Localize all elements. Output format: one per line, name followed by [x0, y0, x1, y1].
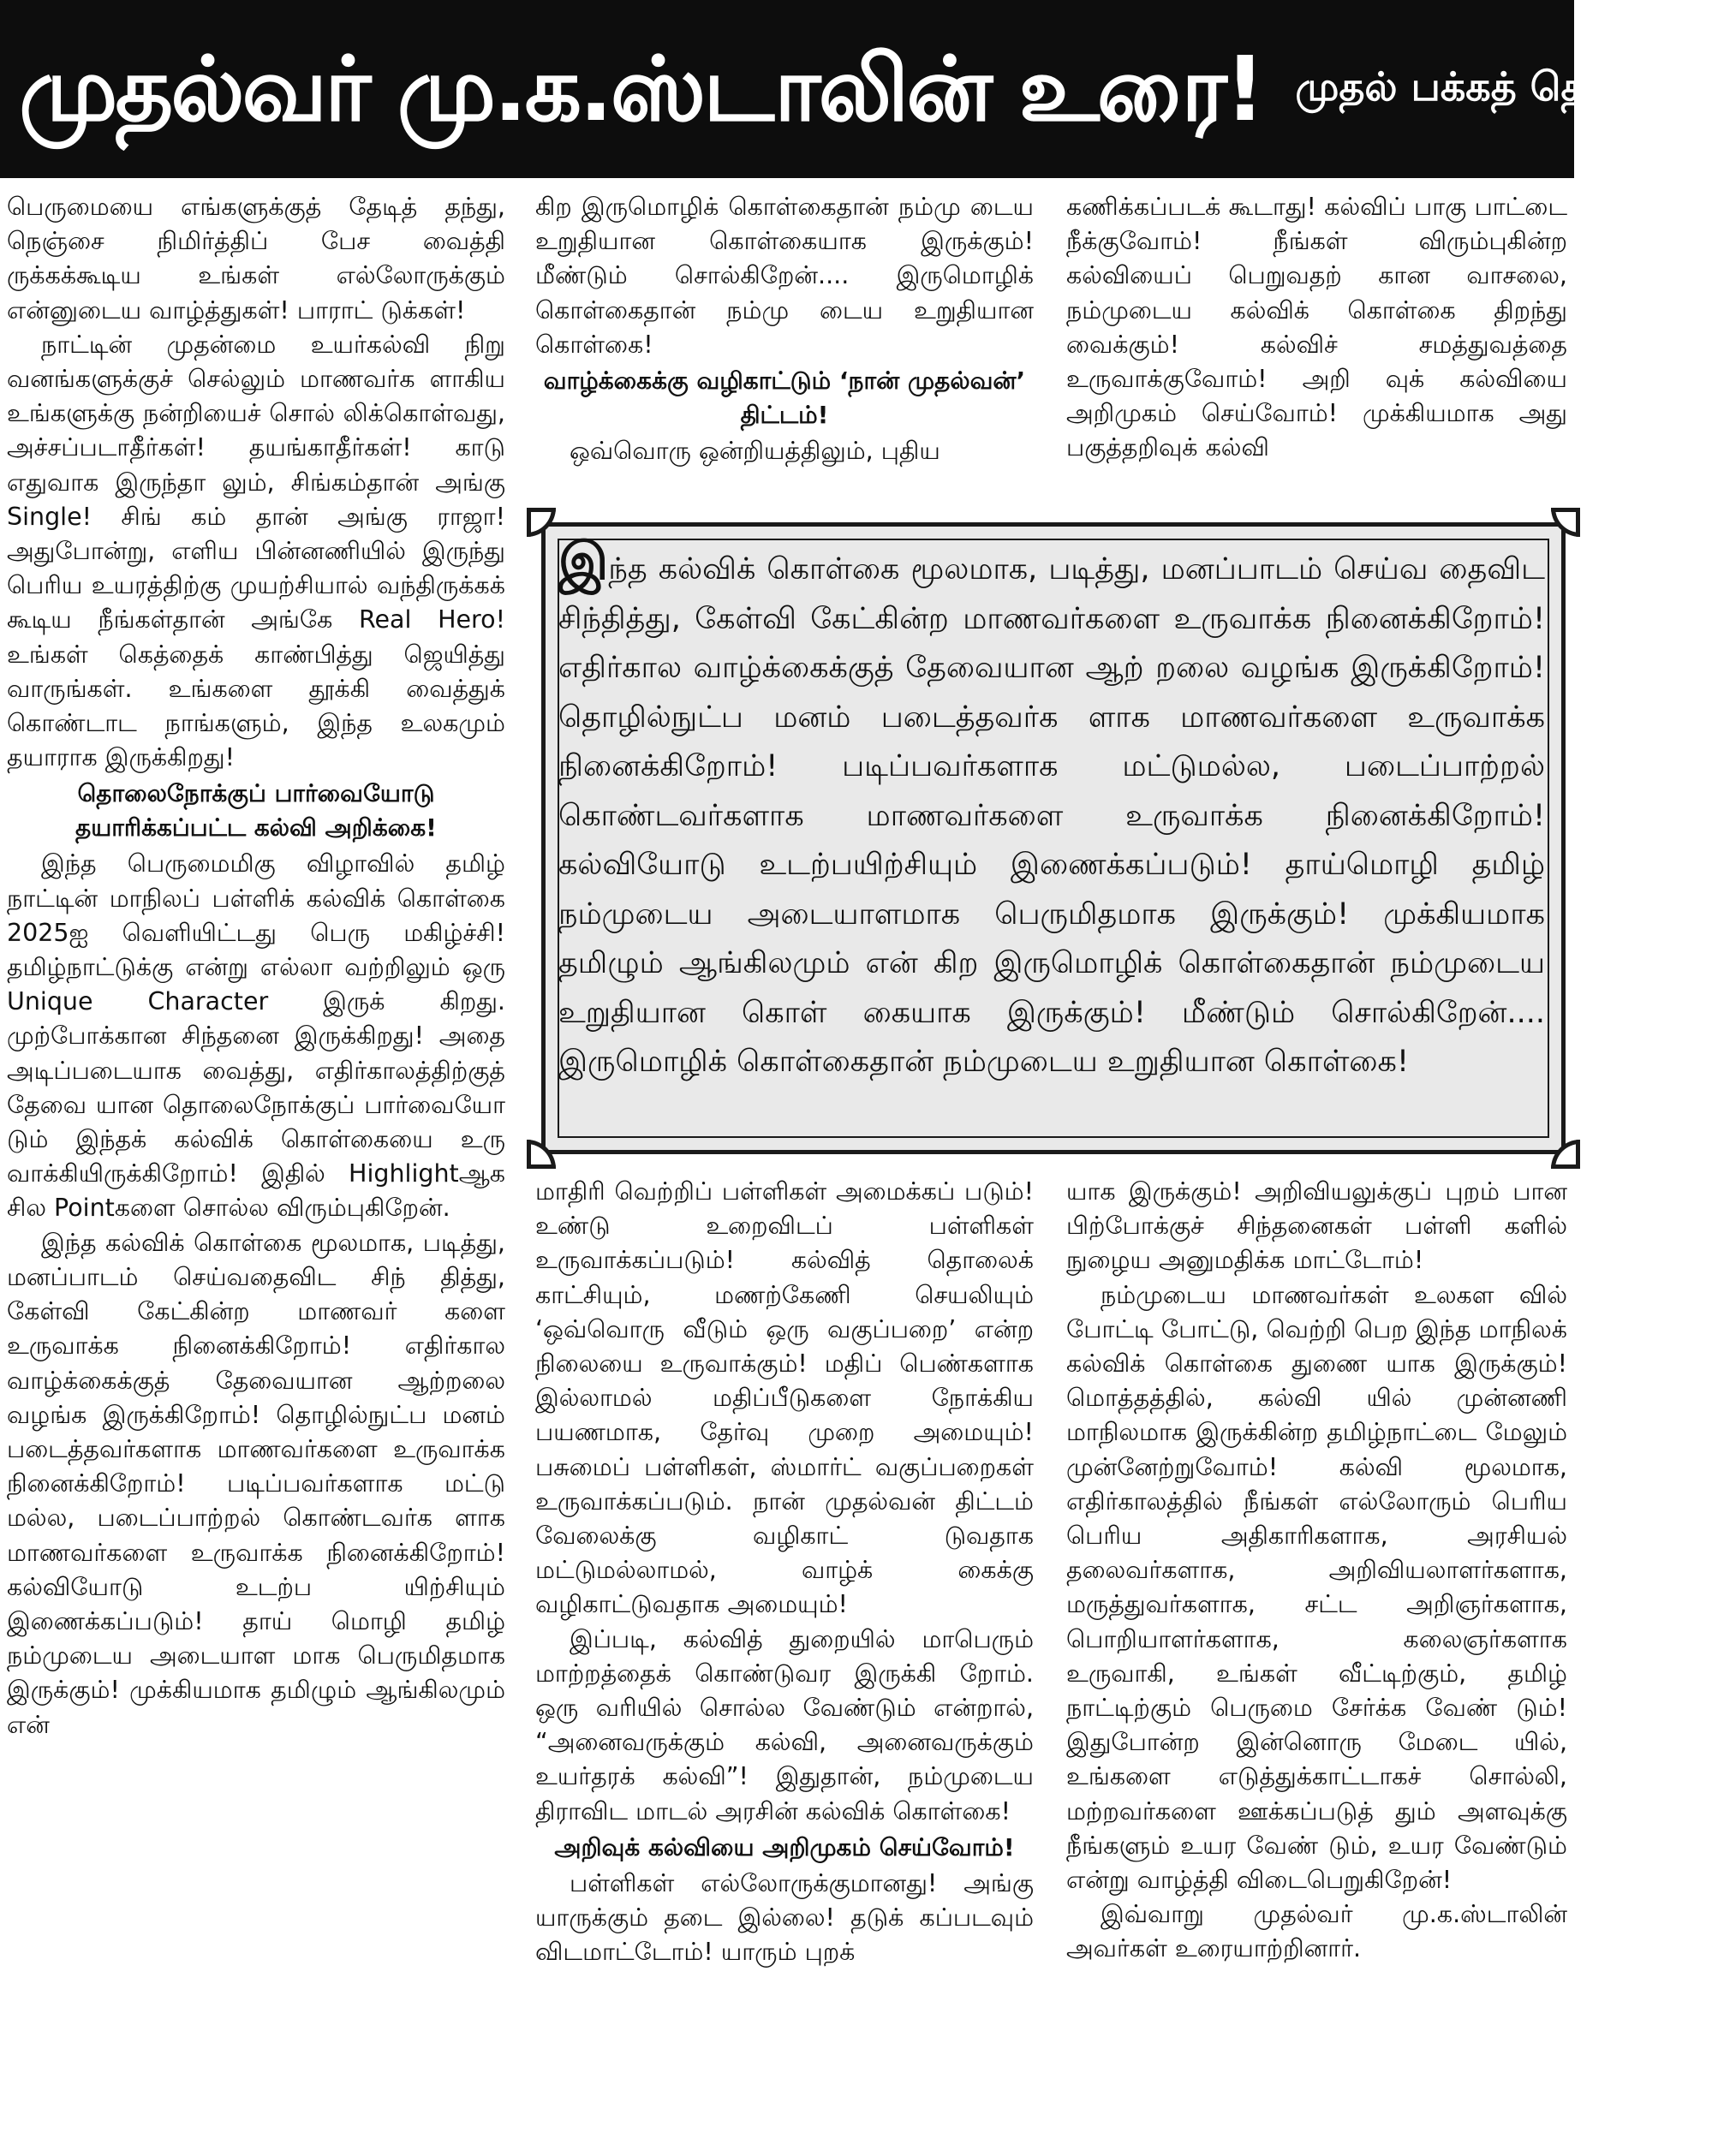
paragraph: ஒவ்வொரு ஒன்றியத்திலும், புதிய — [570, 437, 940, 466]
paragraph: இவ்வாறு முதல்வர் மு.க.ஸ்டாலின் அவர்கள் உரையாற்றினார். — [1066, 1900, 1567, 1963]
drop-cap: இ — [558, 532, 609, 592]
paragraph: பள்ளிகள் எல்லோருக்குமானது! அங்கு யாருக்கும் தடை இல்லை! தடுக் கப்படவும் விடமாட்டோம்! யாரும் புறக் — [535, 1868, 1034, 1967]
column-3-bottom — [1066, 1175, 1567, 2156]
paragraph: இந்த கல்விக் கொள்கை மூலமாக, படித்து, மனப்பாடம் செய்வதைவிட சிந் தித்து, கேள்வி கேட்கின்ற மாணவர் களை உருவாக்க நினைக்கிறோம்! எதிர்கால வாழ்க்கைக்குத் தேவையான ஆற்றலை வழங்க இருக்கிறோம்! தொழில்நுட்ப மனம் படைத்தவர்களாக மாணவர்களை உருவாக்க நினைக்கிறோம்! படிப்பவர்களாக மட்டு மல்ல, படைப்பாற்றல் கொண்டவர்க ளாக மாணவர்களை உருவாக்க நினைக்கிறோம்! கல்வியோடு உடற்ப யிற்சியும் இணைக்கப்படும்! தாய் மொழி தமிழ் நம்முடைய அடையாள மாக பெருமிதமாக இருக்கும்! முக்கியமாக தமிழும் ஆங்கிலமும் என் — [7, 1228, 505, 1739]
paragraph: கணிக்கப்படக் கூடாது! கல்விப் பாகு பாட்டை நீக்குவோம்! நீங்கள் விரும்புகின்ற கல்வியைப் பெறுவதற் கான வாசலை, நம்முடைய கல்விக் கொள்கை திறந்து வைக்கும்! கல்விச் சமத்துவத்தை உருவாக்குவோம்! அறி வுக் கல்வியை அறிமுகம் செய்வோம்! முக்கியமாக அது பகுத்தறிவுக் கல்வி — [1066, 193, 1567, 462]
column-2-bottom — [535, 1175, 1034, 2156]
paragraph: கிற இருமொழிக் கொள்கைதான் நம்மு டைய உறுதியான கொள்கையாக இருக்கும்! மீண்டும் சொல்கிறேன்.... இருமொழிக் கொள்கைதான் நம்மு டைய உறுதியான கொள்கை! — [535, 193, 1034, 359]
column-3-top — [1066, 190, 1567, 512]
paragraph: நாட்டின் முதன்மை உயர்கல்வி நிறு வனங்களுக்குச் செல்லும் மாணவர்க ளாகிய உங்களுக்கு நன்றியைச் சொல் லிக்கொள்வது, அச்சப்படாதீர்கள்! தயங்காதீர்கள்! காடு எதுவாக இருந்தா லும், சிங்கம்தான் அங்கு Single! சிங் கம் தான் அங்கு ராஜா! அதுபோன்று, எளிய பின்னணியில் இருந்து பெரிய உயரத்திற்கு முயற்சியால் வந்திருக்கக் கூடிய நீங்கள்தான் அங்கே Real Hero! உங்கள் கெத்தைக் காண்பித்து ஜெயித்து வாருங்கள். உங்களை தூக்கி வைத்துக் கொண்டாட நாங்களும், இந்த உலகமும் தயாராக இருக்கிறது! — [7, 330, 505, 772]
paragraph: மாதிரி வெற்றிப் பள்ளிகள் அமைக்கப் படும்! உண்டு உறைவிடப் பள்ளிகள் உருவாக்கப்படும்! கல்வித் தொலைக் காட்சியும், மணற்கேணி செயலியும் ‘ஒவ்வொரு வீடும் ஒரு வகுப்பறை’ என்ற நிலையை உருவாக்கும்! மதிப் பெண்களாக இல்லாமல் மதிப்பீடுகளை நோக்கிய பயணமாக, தேர்வு முறை அமையும்! பசுமைப் பள்ளிகள், ஸ்மார்ட் வகுப்பறைகள் உருவாக்கப்படும். நான் முதல்வன் திட்டம் வேலைக்கு வழிகாட் டுவதாக மட்டுமல்லாமல், வாழ்க் கைக்கு வழிகாட்டுவதாக அமையும்! — [535, 1177, 1034, 1619]
highlight-box — [541, 522, 1566, 1154]
paragraph: யாக இருக்கும்! அறிவியலுக்குப் புறம் பான பிற்போக்குச் சிந்தனைகள் பள்ளி களில் நுழைய அனுமதிக்க மாட்டோம்! — [1066, 1177, 1567, 1275]
headline-continuation: முதல் பக்கத் தொடர்ச்சி — [1295, 63, 1712, 110]
paragraph: இந்த பெருமைமிகு விழாவில் தமிழ் நாட்டின் மாநிலப் பள்ளிக் கல்விக் கொள்கை 2025ஐ வெளியிட்டது பெரு மகிழ்ச்சி! தமிழ்நாட்டுக்கு என்று எல்லா வற்றிலும் ஒரு Unique Character இருக் கிறது. முற்போக்கான சிந்தனை இருக்கிறது! அதை அடிப்படையாக வைத்து, எதிர்காலத்திற்குத் தேவை யான தொலைநோக்குப் பார்வையோ டும் இந்தக் கல்விக் கொள்கையை உரு வாக்கியிருக்கிறோம்! இதில் Highlightஆக சில Pointகளை சொல்ல விரும்புகிறேன். — [7, 849, 505, 1223]
highlight-quote — [558, 532, 1545, 1141]
subheading: தொலைநோக்குப் பார்வையோடு தயாரிக்கப்பட்ட கல்வி அறிக்கை! — [75, 779, 437, 843]
highlight-quote-text: ந்த கல்விக் கொள்கை மூலமாக, படித்து, மனப்பாடம் செய்வ தைவிட சிந்தித்து, கேள்வி கேட்கின்ற மாணவர்களை உருவாக்க நினைக்கிறோம்! எதிர்கால வாழ்க்கைக்குத் தேவையான ஆற் றலை வழங்க இருக்கிறோம்! தொழில்நுட்ப மனம் படைத்தவர்க ளாக மாணவர்களை உருவாக்க நினைக்கிறோம்! படிப்பவர்களாக மட்டுமல்ல, படைப்பாற்றல் கொண்டவர்களாக மாணவர்களை உருவாக்க நினைக்கிறோம்! கல்வியோடு உடற்பயிற்சியும் இணைக்கப்படும்! தாய்மொழி தமிழ் நம்முடைய அடையாளமாக பெருமிதமாக இருக்கும்! முக்கியமாக தமிழும் ஆங்கிலமும் என் கிற இருமொழிக் கொள்கைதான் நம்முடைய உறுதியான கொள் கையாக இருக்கும்! மீண்டும் சொல்கிறேன்.... இருமொழிக் கொள்கைதான் நம்முடைய உறுதியான கொள்கை! — [558, 552, 1545, 1079]
subheading: அறிவுக் கல்வியை அறிமுகம் செய்வோம்! — [554, 1832, 1015, 1861]
column-1 — [7, 190, 505, 2156]
paragraph: நம்முடைய மாணவர்கள் உலகள வில் போட்டி போட்டு, வெற்றி பெற இந்த மாநிலக் கல்விக் கொள்கை துணை யாக இருக்கும்! மொத்தத்தில், கல்வி யில் முன்னணி மாநிலமாக இருக்கின்ற தமிழ்நாட்டை மேலும் முன்னேற்றுவோம்! கல்வி மூலமாக, எதிர்காலத்தில் நீங்கள் எல்லோரும் பெரிய பெரிய அதிகாரிகளாக, அரசியல் தலைவர்களாக, அறிவியலாளர்களாக, மருத்துவர்களாக, சட்ட அறிஞர்களாக, பொறியாளர்களாக, கலைஞர்களாக உருவாகி, உங்கள் வீட்டிற்கும், தமிழ் நாட்டிற்கும் பெருமை சேர்க்க வேண் டும்! இதுபோன்ற இன்னொரு மேடை யில், உங்களை எடுத்துக்காட்டாகச் சொல்லி, மற்றவர்களை ஊக்கப்படுத் தும் அளவுக்கு நீங்களும் உயர வேண் டும், உயர வேண்டும் என்று வாழ்த்தி விடைபெறுகிறேன்! — [1066, 1280, 1567, 1895]
column-2-top — [535, 190, 1034, 512]
paragraph: இப்படி, கல்வித் துறையில் மாபெரும் மாற்றத்தைக் கொண்டுவர இருக்கி றோம். ஒரு வரியில் சொல்ல வேண்டும் என்றால், “அனைவருக்கும் கல்வி, அனைவருக்கும் உயர்தரக் கல்வி”! இதுதான், நம்முடைய திராவிட மாடல் அரசின் கல்விக் கொள்கை! — [535, 1624, 1034, 1825]
paragraph: பெருமையை எங்களுக்குத் தேடித் தந்து, நெஞ்சை நிமிர்த்திப் பேச வைத்தி ருக்கக்கூடிய உங்கள் எல்லோருக்கும் என்னுடைய வாழ்த்துகள்! பாராட் டுக்கள்! — [7, 193, 505, 325]
subheading: வாழ்க்கைக்கு வழிகாட்டும் ‘நான் முதல்வன்’ திட்டம்! — [543, 366, 1026, 430]
headline-title: முதல்வர் மு.க.ஸ்டாலின் உரை! — [19, 37, 1263, 141]
headline-banner — [0, 0, 1712, 178]
